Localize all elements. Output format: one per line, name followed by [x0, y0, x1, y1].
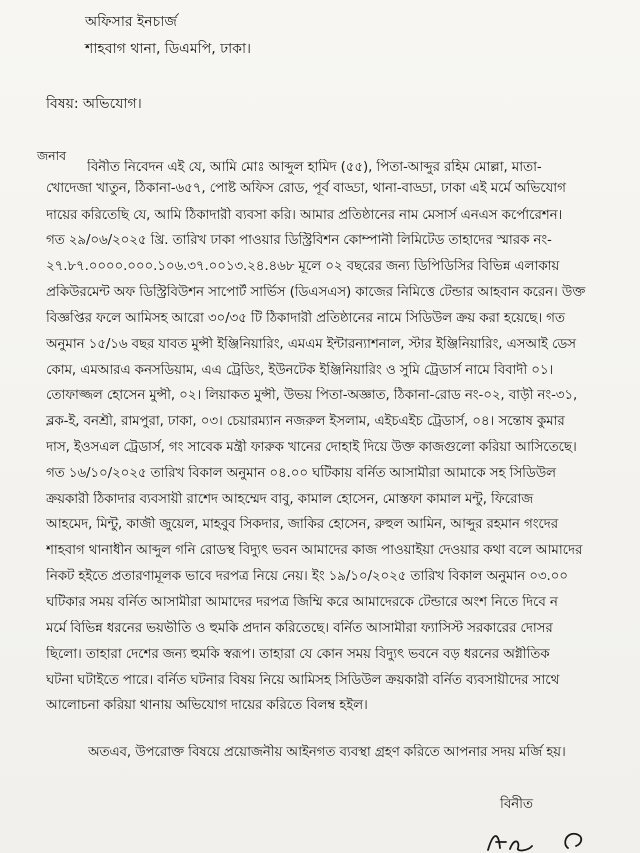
body-line: ঘটনা ঘটাইতে পারে। বর্নিত ঘটনার বিষয় নিয়ে আমিসহ সিডিউল ক্রয়কারী বর্নিত ব্যবসায়ীদের সাথে: [46, 673, 560, 688]
body-line: ব্লক-ই, বনশ্রী, রামপুরা, ঢাকা, ০৩। চেয়ারম্যান নজরুল ইসলাম, এইচএইচ ট্রেডার্স, ০৪। সন্তোষ কুমার: [46, 414, 565, 429]
body-line: গত ২৯/০৬/২০২৫ খ্রি. তারিখ ঢাকা পাওয়ার ডিস্ট্রিবিশন কোম্পানী লিমিটেড তাহাদের স্মারক নং-: [46, 233, 552, 248]
body-line: ২৭.৮৭.০০০০.০০০.১০৬.৩৭.০০১৩.২৪.৪৬৮ মূলে ০২ বছরের জন্য ডিপিডিসির বিভিন্ন এলাকায়: [46, 259, 560, 274]
body-line: মর্মে বিভিন্ন ধরনের ভয়ভীতি ও হুমকি প্রদান করিতেছে। বর্নিত আসামীরা ফ্যাসিস্ট সরকারের দোসর: [46, 621, 553, 636]
body-line: অনুমান ১৫/১৬ বছর যাবত মুন্সী ইঞ্জিনিয়ারিং, এমএম ইন্টারন্যাশনাল, স্টার ইঞ্জিনিয়ারিং, এসআই ডেস: [46, 337, 576, 352]
body-line: শাহবাগ থানাধীন আব্দুল গনি রোডস্থ বিদ্যুৎ ভবন আমাদের কাজ পাওয়াইয়া দেওয়ার কথা বলে আমাদের: [46, 543, 583, 558]
body-line: কোম, এমআরএ কনসডিয়াম, এএ ট্রেডিং, ইউনটেক ইঞ্জিনিয়ারিং ও সুমি ট্রেডার্স নামে বিবাদী ০১।: [46, 363, 554, 378]
body-line: ঘটিকার সময় বর্নিত আসামীরা আমাদের দরপত্র জিম্মি করে আমাদেরকে টেন্ডারে অংশ নিতে দিবে ন: [46, 595, 558, 610]
recipient-address: শাহবাগ থানা, ডিএমপি, ঢাকা।: [85, 41, 252, 57]
body-line: ক্রয়কারী ঠিকাদার ব্যবসায়ী রাশেদ আহম্মেদ বাবু, কামাল হোসেন, মোস্তফা কামাল মন্টু, ফিরোজ: [46, 492, 533, 507]
body-line: নিকট হইতে প্রতারণামূলক ভাবে দরপত্র নিয়ে নেয়। ইং ১৯/১০/২০২৫ তারিখ বিকাল অনুমান ০৩.০০: [46, 569, 568, 584]
body-line: বিনীত নিবেদন এই যে, আমি মোঃ আব্দুল হামিদ (৫৫), পিতা-আব্দুর রহিম মোল্লা, মাতা-: [87, 160, 542, 175]
body-line: খোদেজা খাতুন, ঠিকানা-৬৫৭, পোষ্ট অফিস রোড, পূর্ব বাড্ডা, থানা-বাড্ডা, ঢাকা এই মর্মে অভিযোগ: [46, 181, 566, 196]
body-line: দাস, ইওসএল ট্রেডার্স, গং সাবেক মন্ত্রী ফারুক খানের দোহাই দিয়ে উক্ত কাজগুলো করিয়া আসিতেছে।: [46, 440, 577, 455]
salutation: জনাব: [37, 148, 66, 163]
body-line: ছিলো। তাহারা দেশের জন্য হুমকি স্বরূপ। তাহারা যে কোন সময় বিদ্যুৎ ভবনে বড় ধরনের অগ্নীতিক: [46, 647, 550, 662]
body-line: বিজ্ঞপ্তির ফলে আমিসহ আরো ৩০/৩৫ টি ঠিকাদারী প্রতিষ্ঠানের নামে সিডিউল ক্রয় করা হয়েছে। গত: [46, 311, 565, 326]
signature: [470, 818, 620, 853]
recipient-title: অফিসার ইনচার্জ: [85, 14, 177, 30]
closing-request: অতএব, উপরোক্ত বিষয়ে প্রয়োজনীয় আইনগত ব্যবস্থা গ্রহণ করিতে আপনার সদয় মর্জি হয়।: [88, 745, 566, 760]
body-line: দায়ের করিতেছি যে, আমি ঠিকাদারী ব্যবসা করি। আমার প্রতিষ্ঠানের নাম মেসার্স এনএস কর্পোরেশন।: [46, 208, 563, 223]
body-line: প্রকিউরমেন্ট অফ ডিস্ট্রিবিউশন সাপোর্ট সার্ভিস (ডিএসএস) কাজের নিমিত্তে টেন্ডার আহবান করেন। উক্ত: [46, 285, 586, 300]
body-line: গত ১৬/১০/২০২৫ তারিখ বিকাল অনুমান ০৪.০০ ঘটিকায় বর্নিত আসামীরা আমাকে সহ সিডিউল: [46, 466, 556, 481]
subject-line: বিষয়: অভিযোগ।: [46, 96, 142, 112]
body-line: আলোচনা করিয়া থানায় অভিযোগ দায়ের করিতে বিলম্ব হইল।: [46, 698, 368, 713]
sign-off: বিনীত: [500, 797, 533, 812]
body-line: তোফাজ্জল হোসেন মুন্সী, ০২। লিয়াকত মুন্সী, উভয় পিতা-অজ্ঞাত, ঠিকানা-রোড নং-০২, বাড়ী নং-৩১,: [46, 388, 578, 403]
body-line: আহমেদ, মিন্টু, কাজী জুয়েল, মাহবুব সিকদার, জাকির হোসেন, রুহুল আমিন, আব্দুর রহমান গংদের: [46, 517, 559, 532]
